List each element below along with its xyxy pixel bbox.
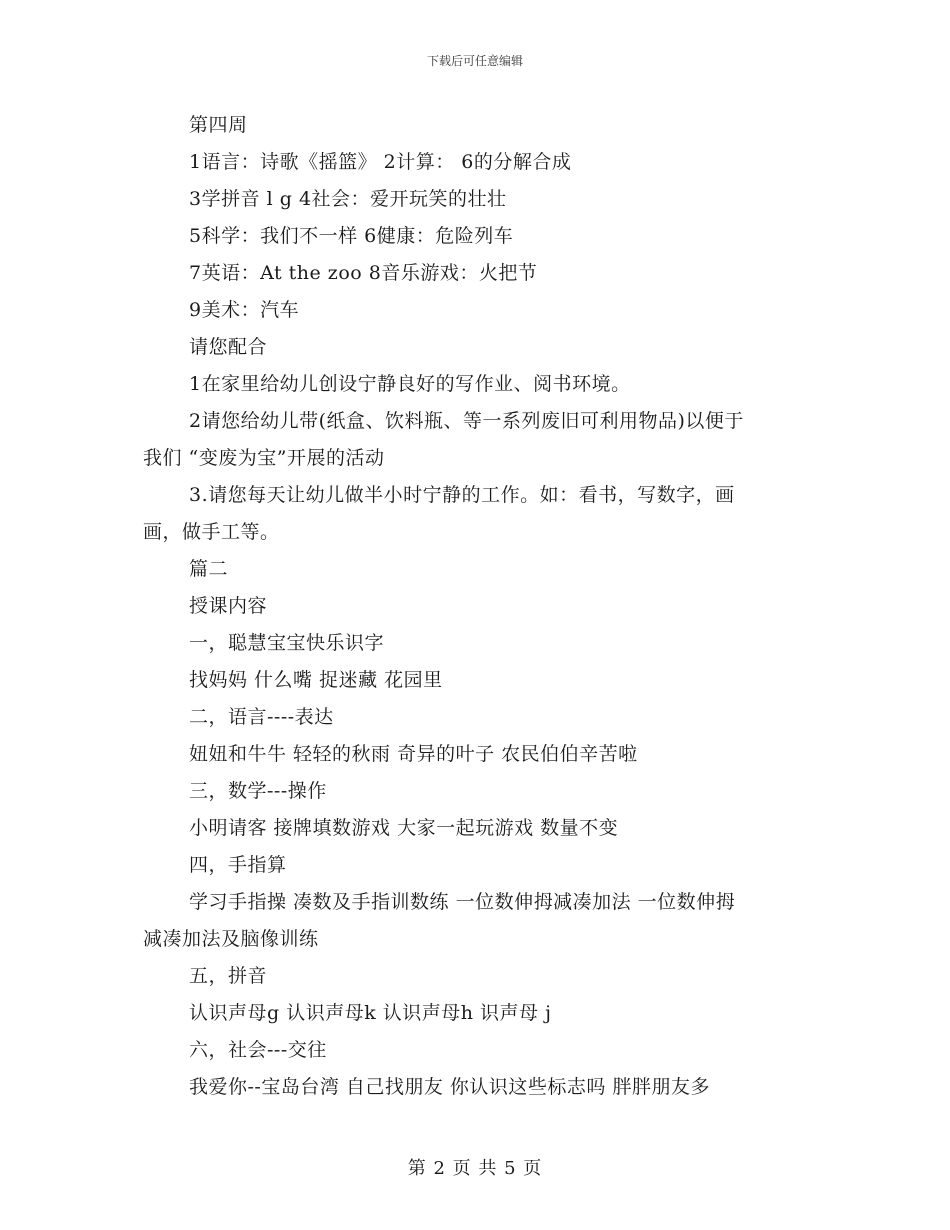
course-line: 7英语：At the zoo 8音乐游戏：火把节 (189, 262, 538, 284)
request-line: 3.请您每天让幼儿做半小时宁静的工作。如：看书，写数字，画 (189, 484, 735, 506)
request-line-continued: 我们 “变废为宝”开展的活动 (143, 447, 385, 469)
course-line: 3学拼音 l g 4社会：爱开玩笑的壮壮 (189, 188, 507, 210)
week-heading: 第四周 (189, 114, 248, 136)
page-footer: 第 2 页 共 5 页 (407, 1158, 543, 1179)
page-header: 下载后可任意编辑 (426, 54, 523, 68)
document-body (143, 107, 813, 1106)
course-line: 1语言：诗歌《摇篮》 2计算： 6的分解合成 (189, 151, 572, 173)
topic-items: 找妈妈 什么嘴 捉迷藏 花园里 (189, 669, 443, 691)
topic-heading: 一，聪慧宝宝快乐识字 (189, 632, 385, 654)
section-heading: 请您配合 (189, 336, 268, 358)
section-heading: 篇二 (189, 558, 229, 580)
request-line-continued: 画，做手工等。 (143, 521, 280, 543)
topic-items: 学习手指操 凑数及手指训数练 一位数伸拇减凑加法 一位数伸拇 (189, 891, 736, 913)
topic-heading: 六，社会---交往 (189, 1039, 327, 1061)
topic-items: 妞妞和牛牛 轻轻的秋雨 奇异的叶子 农民伯伯辛苦啦 (189, 743, 638, 765)
request-line: 2请您给幼儿带(纸盒、饮料瓶、等一系列废旧可利用物品)以便于 (189, 410, 744, 432)
topic-heading: 二，语言----表达 (189, 706, 334, 728)
topic-heading: 四，手指算 (189, 854, 287, 876)
section-heading: 授课内容 (189, 595, 268, 617)
course-line: 5科学：我们不一样 6健康：危险列车 (189, 225, 514, 247)
topic-items: 认识声母g 认识声母k 认识声母h 识声母 j (189, 1002, 552, 1024)
request-line: 1在家里给幼儿创设宁静良好的写作业、阅书环境。 (189, 373, 631, 395)
course-line: 9美术：汽车 (189, 299, 300, 321)
topic-items: 我爱你--宝岛台湾 自己找朋友 你认识这些标志吗 胖胖朋友多 (189, 1076, 710, 1098)
topic-heading: 五，拼音 (189, 965, 268, 987)
topic-items: 小明请客 接牌填数游戏 大家一起玩游戏 数量不变 (189, 817, 619, 839)
topic-heading: 三，数学---操作 (189, 780, 327, 802)
topic-items-continued: 减凑加法及脑像训练 (143, 928, 319, 950)
